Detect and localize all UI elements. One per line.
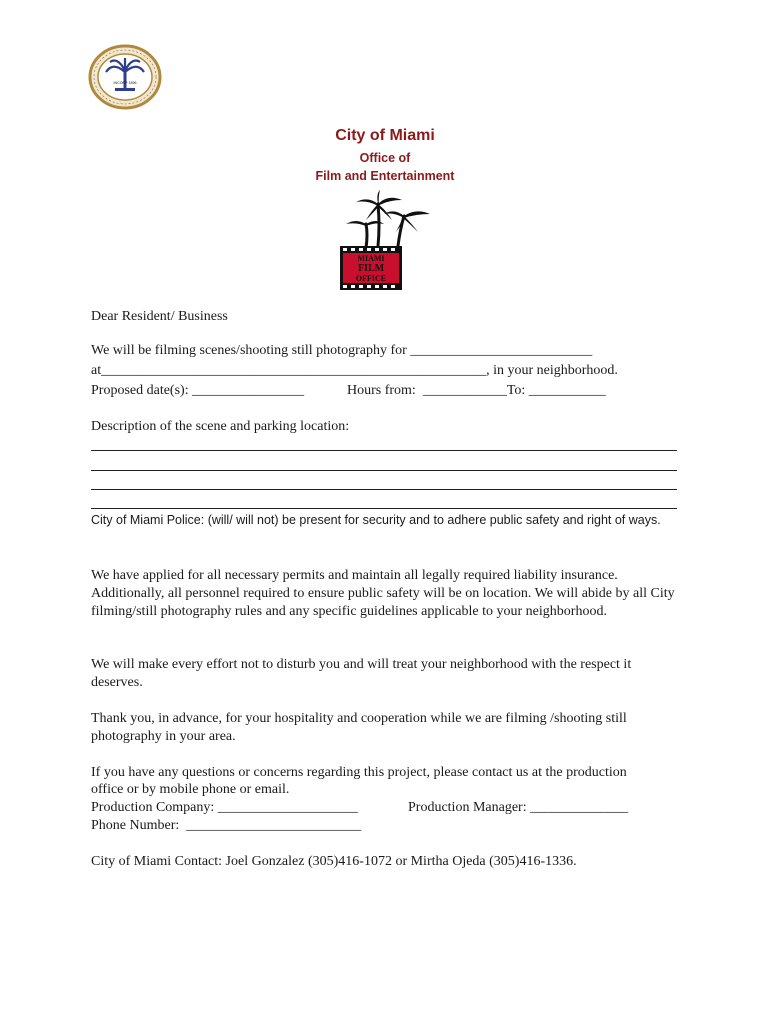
thanks-paragraph: Thank you, in advance, for your hospitality and cooperation while we are filming /shooting still photography in your area. — [91, 711, 627, 744]
miami-film-office-logo — [338, 190, 440, 292]
permits-paragraph: We have applied for all necessary permits and maintain all legally required liability insurance. Additionally, all personnel required to ensure public safety will be on location. We will abide by all City filming/still photography rules and any specific guidelines applicable to your neighborhood. — [91, 568, 675, 619]
description-label: Description of the scene and parking location: — [91, 419, 350, 434]
city-seal-logo — [88, 44, 162, 110]
seal-center-text: INCORP 1896 — [113, 81, 137, 85]
office-subtitle: Office of — [359, 151, 411, 165]
description-line-4 — [91, 508, 677, 509]
production-company-field: Production Company: ____________________ — [91, 800, 358, 815]
description-line-2 — [91, 470, 677, 471]
disturb-paragraph: We will make every effort not to disturb you and will treat your neighborhood with the respect it deserves. — [91, 657, 632, 690]
description-line-1 — [91, 450, 677, 451]
logo-text-office: OFFICE — [355, 274, 387, 283]
questions-line-2: office or by mobile phone or email. — [91, 782, 290, 797]
page-title: City of Miami — [335, 127, 435, 144]
filming-line: We will be filming scenes/shooting still photography for __________________________ — [91, 343, 593, 358]
city-contact-line: City of Miami Contact: Joel Gonzalez (305)416-1072 or Mirtha Ojeda (305)416-1336. — [91, 854, 577, 869]
logo-text-film: FILM — [357, 263, 385, 274]
hours-field: Hours from: ____________To: ___________ — [347, 383, 606, 398]
questions-line-1: If you have any questions or concerns regarding this project, please contact us at the production — [91, 765, 627, 780]
department-subtitle: Film and Entertainment — [315, 169, 455, 183]
location-line: at_______________________________________________________, in your neighborhood. — [91, 363, 618, 378]
logo-text-miami: MIAMI — [357, 254, 385, 263]
production-manager-field: Production Manager: ______________ — [408, 800, 629, 815]
description-line-3 — [91, 489, 677, 490]
greeting: Dear Resident/ Business — [91, 309, 228, 324]
phone-number-field: Phone Number: _________________________ — [91, 818, 362, 833]
police-statement: City of Miami Police: (will/ will not) be present for security and to adhere public safety and right of ways. — [91, 513, 661, 527]
proposed-dates-field: Proposed date(s): ________________ — [91, 383, 305, 398]
